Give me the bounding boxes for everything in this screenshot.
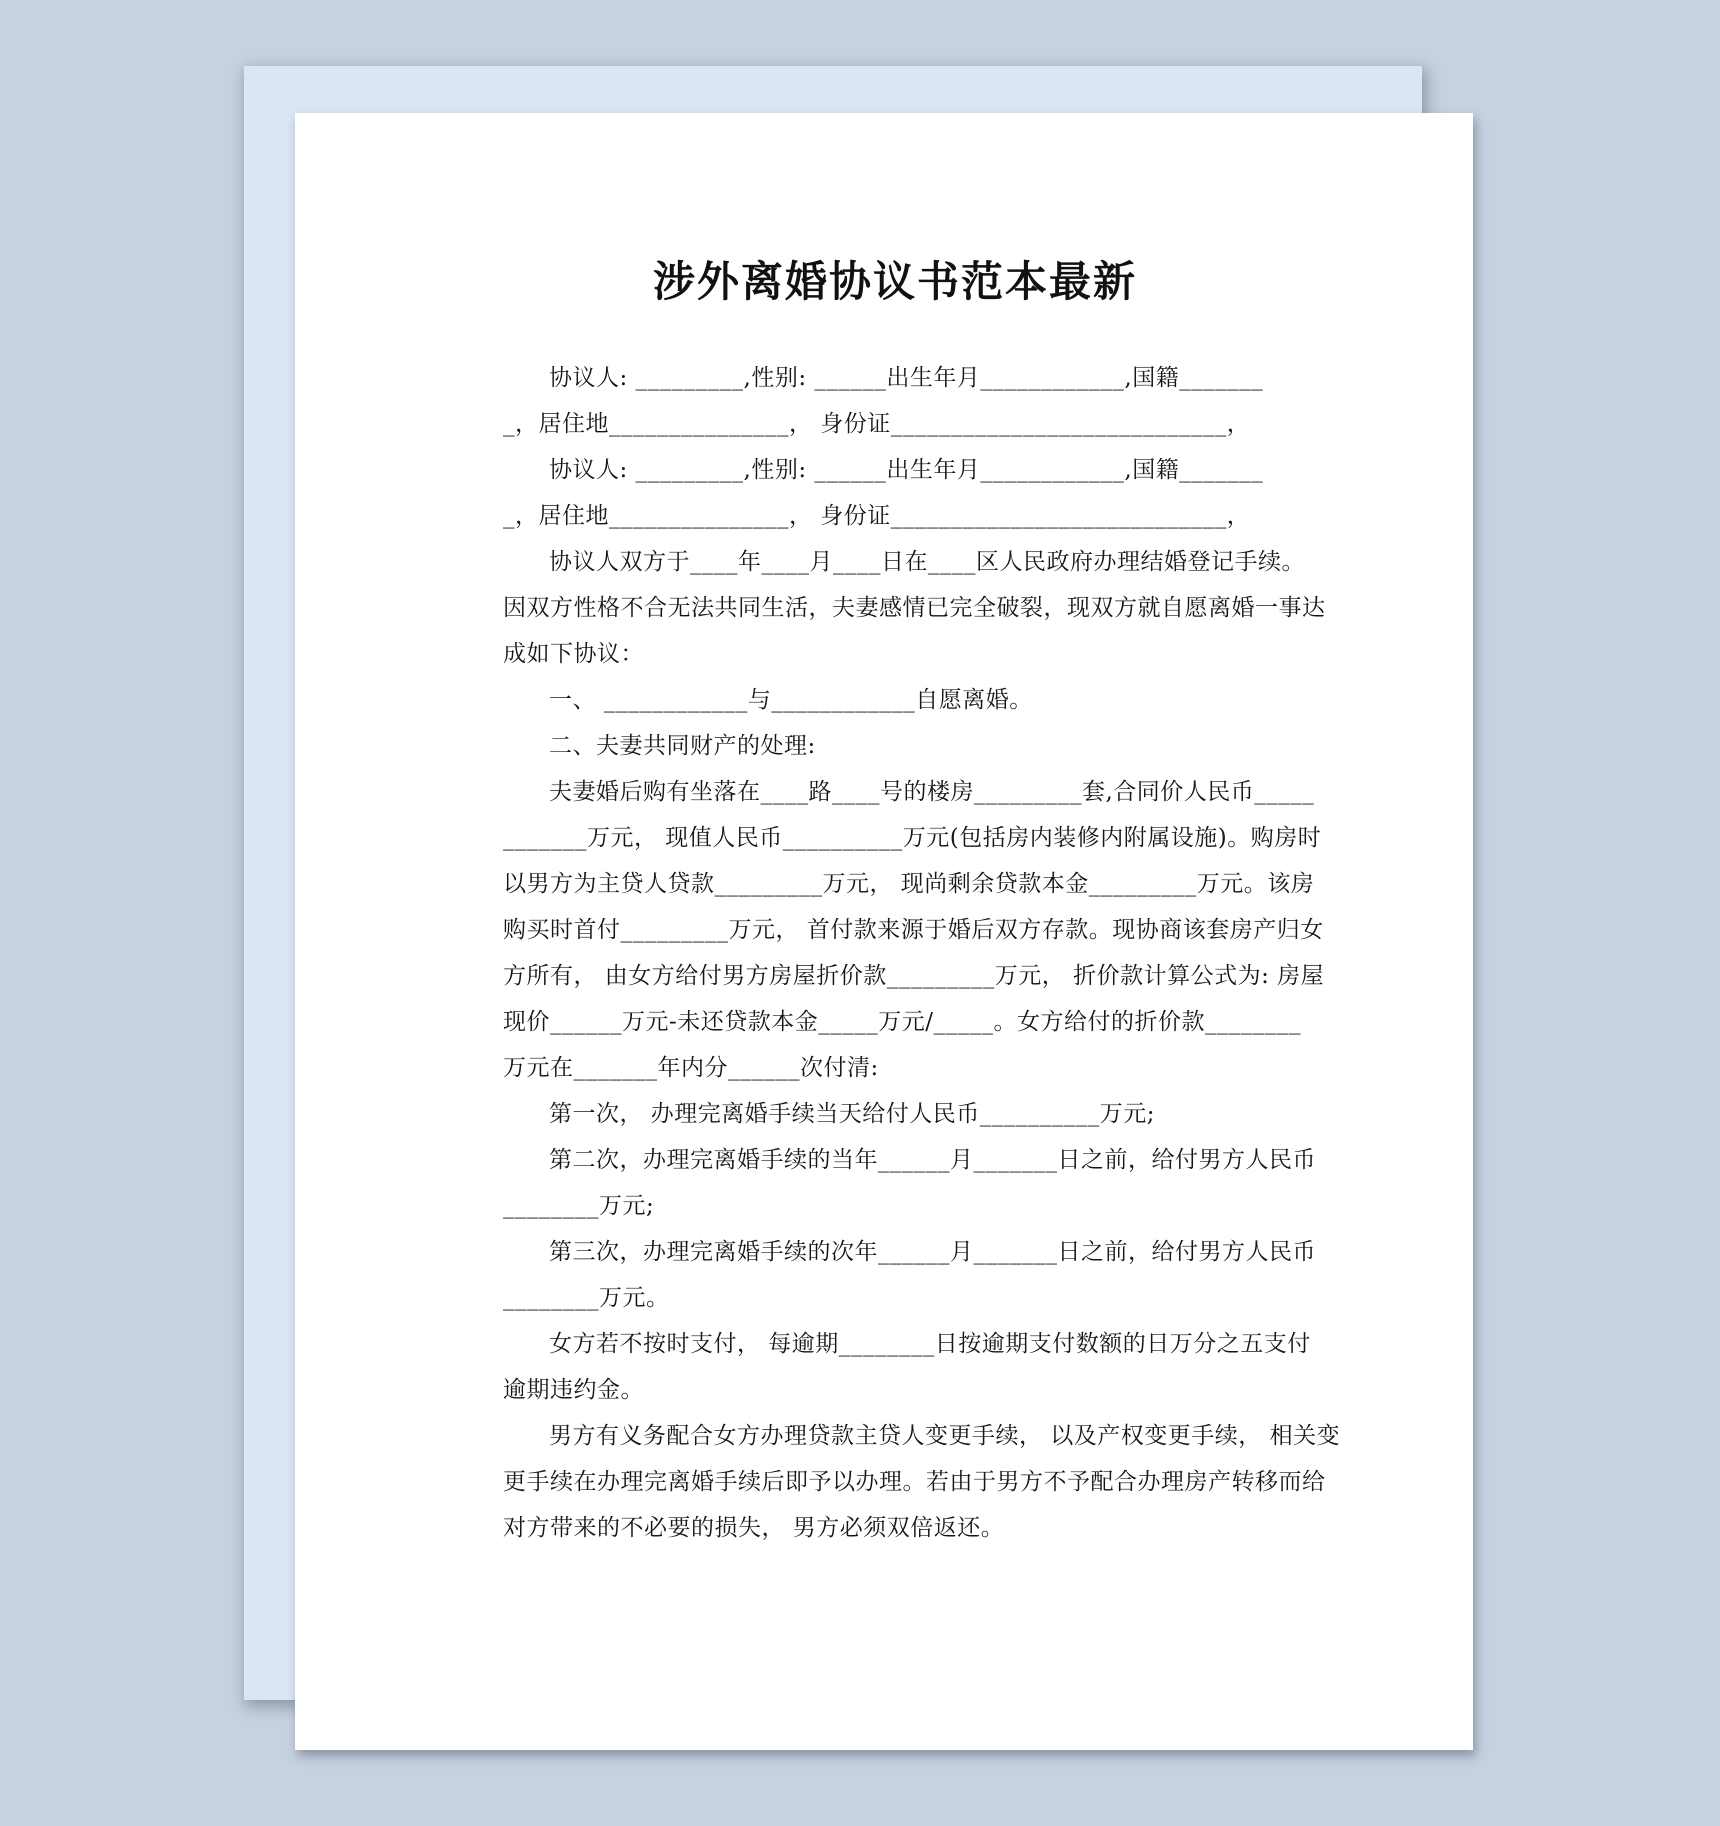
document-line: 因双方性格不合无法共同生活，夫妻感情已完全破裂，现双方就自愿离婚一事达	[503, 595, 1326, 621]
document-line: 男方有义务配合女方办理贷款主贷人变更手续， 以及产权变更手续， 相关变	[549, 1423, 1341, 1449]
document-line: 购买时首付_________万元， 首付款来源于婚后双方存款。现协商该套房产归女	[503, 917, 1324, 943]
document-line: 万元在_______年内分______次付清:	[503, 1055, 879, 1081]
document-line: 协议人双方于____年____月____日在____区人民政府办理结婚登记手续。	[549, 549, 1305, 575]
document-line: 更手续在办理完离婚手续后即予以办理。若由于男方不予配合办理房产转移而给	[503, 1469, 1326, 1495]
document-line: 逾期违约金。	[503, 1377, 644, 1403]
document-line: _______万元， 现值人民币__________万元(包括房内装修内附属设施)。购房时	[503, 825, 1322, 851]
document-line: 协议人: _________,性别: ______出生年月____________,国籍_______	[549, 365, 1264, 391]
document-line: 方所有， 由女方给付男方房屋折价款_________万元， 折价款计算公式为: 房屋	[503, 963, 1325, 989]
document-title: 涉外离婚协议书范本最新	[652, 257, 1137, 306]
document-page-inner	[295, 113, 1473, 1551]
document-line: ________万元。	[503, 1285, 670, 1311]
document-line: 第三次，办理完离婚手续的次年______月_______日之前，给付男方人民币	[549, 1239, 1316, 1265]
document-line: 第一次， 办理完离婚手续当天给付人民币__________万元;	[549, 1101, 1156, 1127]
document-line: 成如下协议：	[503, 641, 644, 667]
document-line: _，居住地_______________， 身份证____________________________，	[503, 503, 1251, 529]
document-line: 二、夫妻共同财产的处理:	[549, 733, 816, 759]
document-line: 以男方为主贷人贷款_________万元， 现尚剩余贷款本金_________万元。该房	[503, 871, 1315, 897]
document-line: 女方若不按时支付， 每逾期________日按逾期支付数额的日万分之五支付	[549, 1331, 1311, 1357]
document-line: 现价______万元-未还贷款本金_____万元/_____。女方给付的折价款________	[503, 1009, 1302, 1035]
document-line: 夫妻婚后购有坐落在____路____号的楼房_________套,合同价人民币_____	[549, 779, 1315, 805]
document-line: 一、 ____________与____________自愿离婚。	[549, 687, 1033, 713]
document-line: ________万元;	[503, 1193, 655, 1219]
document-line: 第二次，办理完离婚手续的当年______月_______日之前，给付男方人民币	[549, 1147, 1316, 1173]
document-line: 对方带来的不必要的损失， 男方必须双倍返还。	[503, 1515, 1005, 1541]
document-body	[503, 355, 1341, 1551]
document-page	[295, 113, 1473, 1750]
document-line: _，居住地_______________， 身份证____________________________，	[503, 411, 1251, 437]
document-line: 协议人: _________,性别: ______出生年月____________,国籍_______	[549, 457, 1264, 483]
